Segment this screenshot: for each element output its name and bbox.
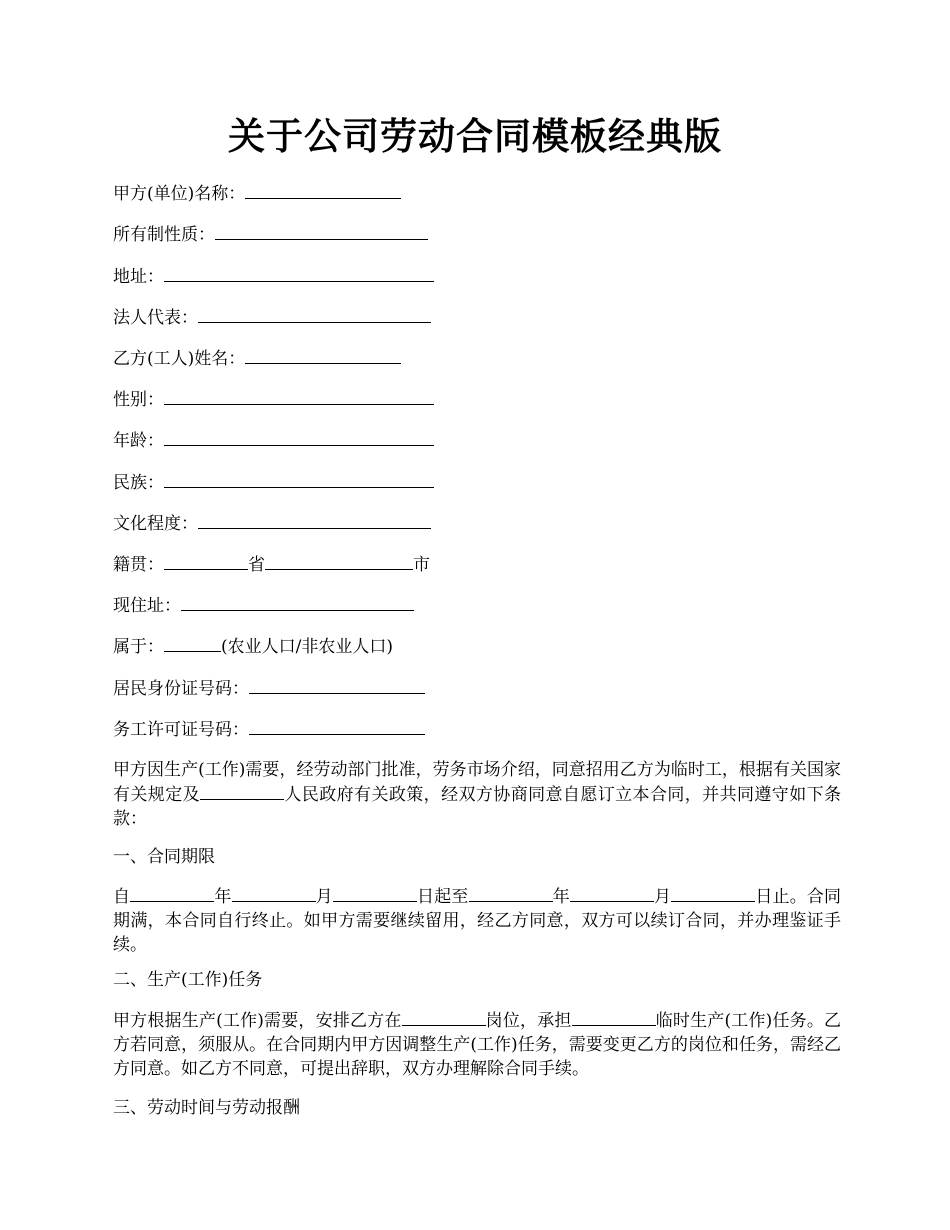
- text-segment: 日起至: [416, 887, 469, 907]
- field-employer-name: [113, 181, 401, 206]
- field-ethnicity: [113, 470, 434, 495]
- field-label: 民族：: [113, 473, 164, 493]
- fill-blank: [198, 511, 431, 529]
- field-worker-name: [113, 346, 401, 371]
- province-label: 省: [248, 555, 265, 575]
- field-label: 所有制性质：: [113, 225, 215, 245]
- field-age: [113, 428, 434, 453]
- field-work-permit: [113, 717, 425, 742]
- fill-blank: [164, 634, 221, 652]
- section-heading-term: 一、合同期限: [113, 847, 215, 867]
- field-label: 文化程度：: [113, 514, 198, 534]
- field-label: 性别：: [113, 390, 164, 410]
- field-label: 籍贯：: [113, 555, 164, 575]
- field-label: 乙方(工人)姓名：: [113, 349, 246, 369]
- field-label: 法人代表：: [113, 308, 198, 328]
- field-label: 居民身份证号码：: [113, 679, 249, 699]
- section-heading-hours-pay: 三、劳动时间与劳动报酬: [113, 1098, 300, 1118]
- intro-text-2: 人民政府有关政策，经双方协商同意自愿订立本合同，并共同遵守如下条款：: [113, 785, 842, 829]
- fill-blank: [572, 1008, 656, 1026]
- section-task-paragraph: [113, 1008, 841, 1081]
- fill-blank: [164, 387, 434, 405]
- fill-blank: [245, 346, 401, 364]
- fill-blank: [333, 884, 417, 902]
- fill-blank: [249, 676, 425, 694]
- fill-blank: [130, 884, 214, 902]
- field-ownership: [113, 222, 428, 247]
- fill-blank: [181, 593, 414, 611]
- intro-paragraph: [113, 758, 841, 831]
- fill-blank: [164, 470, 434, 488]
- text-segment: 自: [113, 887, 131, 907]
- field-label: 务工许可证号码：: [113, 720, 249, 740]
- field-label: 地址：: [113, 267, 164, 287]
- field-category: [113, 634, 393, 659]
- section-heading-task: 二、生产(工作)任务: [113, 970, 263, 990]
- text-segment: 月: [315, 887, 333, 907]
- text-segment: 月: [653, 887, 672, 907]
- fill-blank: [469, 884, 553, 902]
- city-label: 市: [413, 555, 430, 575]
- text-segment: 临时生产(工作)任务。乙方若同意，须服从。在合同期内甲方因调整生产(工作)任务，需要变更乙方的岗位和任务，需经乙方同意。如乙方不同意，可提出辞职，双方办理解除合同手续。: [113, 1011, 841, 1079]
- category-options: (农业人口/非农业人口): [221, 637, 393, 657]
- text-segment: 年: [214, 887, 232, 907]
- fill-blank: [265, 552, 413, 570]
- fill-blank: [671, 884, 755, 902]
- fill-blank: [215, 222, 428, 240]
- field-address: [113, 264, 434, 289]
- field-origin: [113, 552, 430, 577]
- fill-blank: [570, 884, 654, 902]
- fill-blank: [164, 552, 248, 570]
- field-label: 年龄：: [113, 431, 164, 451]
- fill-blank: [164, 264, 434, 282]
- field-gender: [113, 387, 434, 412]
- fill-blank: [198, 305, 431, 323]
- field-label: 现住址：: [113, 596, 181, 616]
- fill-blank: [402, 1008, 486, 1026]
- fill-blank: [245, 181, 401, 199]
- document-title: 关于公司劳动合同模板经典版: [228, 114, 722, 158]
- text-segment: 甲方根据生产(工作)需要，安排乙方在: [113, 1011, 402, 1031]
- field-current-address: [113, 593, 414, 618]
- text-segment: 岗位，承担: [485, 1011, 572, 1031]
- field-label: 甲方(单位)名称：: [113, 184, 246, 204]
- fill-blank: [164, 428, 434, 446]
- field-id-number: [113, 676, 425, 701]
- fill-blank: [249, 717, 425, 735]
- fill-blank: [200, 782, 284, 800]
- section-term-paragraph: [113, 884, 841, 957]
- field-legal-rep: [113, 305, 431, 330]
- intro-text-1: 甲方因生产(工作)需要，经劳动部门批准，劳务市场介绍，同意招用乙方为临时工，根据有关国家有关规定及: [113, 760, 841, 805]
- field-education: [113, 511, 431, 536]
- field-label: 属于：: [113, 637, 164, 657]
- text-segment: 日止。合同期满，本合同自行终止。如甲方需要继续留用，经乙方同意，双方可以续订合同，并办理鉴证手续。: [113, 887, 842, 955]
- fill-blank: [232, 884, 316, 902]
- text-segment: 年: [552, 887, 570, 907]
